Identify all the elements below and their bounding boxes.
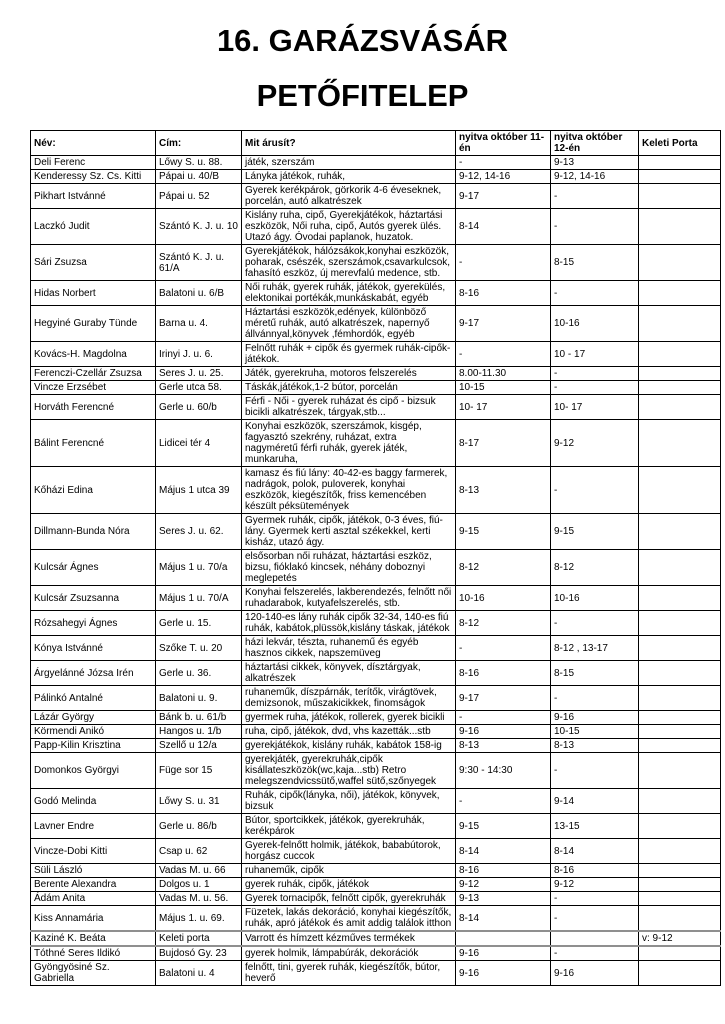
cell-keleti-porta <box>639 661 721 686</box>
cell-name: Lázár György <box>31 711 156 725</box>
cell-open-oct11: 8-17 <box>456 420 551 467</box>
table-row <box>31 946 721 961</box>
cell-open-oct11: - <box>456 342 551 367</box>
cell-address: Május 1 utca 39 <box>156 467 242 514</box>
cell-address: Gerle u. 86/b <box>156 814 242 839</box>
table-body <box>31 156 721 986</box>
cell-keleti-porta <box>639 636 721 661</box>
cell-open-oct12: 8-15 <box>551 661 639 686</box>
table-row <box>31 306 721 342</box>
cell-name: Körmendi Anikó <box>31 725 156 739</box>
cell-items: házi lekvár, tészta, ruhanemű és egyéb hasznos cikkek, napszemüveg <box>242 636 456 661</box>
cell-open-oct11: 8-14 <box>456 839 551 864</box>
cell-open-oct11: - <box>456 789 551 814</box>
cell-address: Irinyi J. u. 6. <box>156 342 242 367</box>
table-row <box>31 789 721 814</box>
table-row <box>31 864 721 878</box>
cell-open-oct12: 8-12 , 13-17 <box>551 636 639 661</box>
cell-open-oct12: 10-16 <box>551 586 639 611</box>
cell-items: ruha, cipő, játékok, dvd, vhs kazetták...stb <box>242 725 456 739</box>
cell-items: Ruhák, cipők(lányka, női), játékok, könyvek, bizsuk <box>242 789 456 814</box>
cell-name: Rózsahegyi Ágnes <box>31 611 156 636</box>
cell-open-oct11: 9-15 <box>456 514 551 550</box>
column-header-open-oct12: nyitva október 12-én <box>551 131 639 156</box>
cell-open-oct12: - <box>551 184 639 209</box>
cell-name: Hidas Norbert <box>31 281 156 306</box>
table-row <box>31 420 721 467</box>
cell-open-oct12: - <box>551 753 639 789</box>
cell-keleti-porta <box>639 892 721 906</box>
cell-open-oct11: - <box>456 636 551 661</box>
cell-items: 120-140-es lány ruhák cipők 32-34, 140-es fiú ruhák, kabátok,plüssök,kislány táskak, játékok <box>242 611 456 636</box>
cell-keleti-porta <box>639 753 721 789</box>
cell-name: Domonkos Györgyi <box>31 753 156 789</box>
cell-address: Füge sor 15 <box>156 753 242 789</box>
table-row <box>31 245 721 281</box>
cell-items: Konyhai eszközök, szerszámok, kisgép, fagyasztó szekrény, ruházat, extra nagyméretű férfi ruhák, gyerek játék, munkaruha, <box>242 420 456 467</box>
cell-name: Horváth Ferencné <box>31 395 156 420</box>
cell-open-oct11: 8-12 <box>456 550 551 586</box>
column-header-name: Név: <box>31 131 156 156</box>
table-row <box>31 739 721 753</box>
cell-address: Május 1 u. 70/a <box>156 550 242 586</box>
cell-open-oct12: 10 - 17 <box>551 342 639 367</box>
cell-open-oct12: - <box>551 686 639 711</box>
cell-keleti-porta <box>639 864 721 878</box>
cell-open-oct11: 9-17 <box>456 184 551 209</box>
cell-items: Gyerek kerékpárok, görkorik 4-6 éveseknek, porcelán, autó alkatrészek <box>242 184 456 209</box>
table-row <box>31 878 721 892</box>
cell-open-oct12: 10-16 <box>551 306 639 342</box>
cell-keleti-porta <box>639 711 721 725</box>
cell-address: Gerle u. 60/b <box>156 395 242 420</box>
table-row <box>31 611 721 636</box>
cell-open-oct11: 9-17 <box>456 686 551 711</box>
table-row <box>31 170 721 184</box>
cell-open-oct12: 8-12 <box>551 550 639 586</box>
cell-keleti-porta: v: 9-12 <box>639 931 721 946</box>
cell-address: Hangos u. 1/b <box>156 725 242 739</box>
table-header <box>31 131 721 156</box>
cell-items: Felnőtt ruhák + cipők és gyermek ruhák-cipők-játékok. <box>242 342 456 367</box>
cell-address: Keleti porta <box>156 931 242 946</box>
cell-name: Vincze-Dobi Kitti <box>31 839 156 864</box>
cell-open-oct11: 9-12 <box>456 878 551 892</box>
cell-address: Dolgos u. 1 <box>156 878 242 892</box>
cell-name: Laczkó Judit <box>31 209 156 245</box>
cell-open-oct11: 8-16 <box>456 661 551 686</box>
cell-keleti-porta <box>639 245 721 281</box>
cell-name: Godó Melinda <box>31 789 156 814</box>
cell-address: Gerle u. 15. <box>156 611 242 636</box>
cell-name: Ferenczi-Czellár Zsuzsa <box>31 367 156 381</box>
cell-items: játék, szerszám <box>242 156 456 170</box>
cell-name: Bálint Ferencné <box>31 420 156 467</box>
cell-name: Árgyelánné Józsa Irén <box>31 661 156 686</box>
cell-items: Füzetek, lakás dekoráció, konyhai kiegészítők, ruhák, apró játékok és amit addig találok itthon <box>242 906 456 932</box>
column-header-address: Cím: <box>156 131 242 156</box>
cell-open-oct11: 8-14 <box>456 906 551 932</box>
cell-items: gyerekjátékok, kislány ruhák, kabátok 158-ig <box>242 739 456 753</box>
column-header-items: Mit árusít? <box>242 131 456 156</box>
cell-name: Kulcsár Zsuzsanna <box>31 586 156 611</box>
cell-name: Lavner Endre <box>31 814 156 839</box>
table-row <box>31 961 721 986</box>
table-row <box>31 586 721 611</box>
cell-open-oct11: - <box>456 245 551 281</box>
table-row <box>31 725 721 739</box>
cell-open-oct11: 10-16 <box>456 586 551 611</box>
cell-open-oct12: 9-16 <box>551 711 639 725</box>
table-row <box>31 281 721 306</box>
table-row <box>31 892 721 906</box>
cell-name: Kiss Annamária <box>31 906 156 932</box>
cell-open-oct11: 9-17 <box>456 306 551 342</box>
cell-name: Berente Alexandra <box>31 878 156 892</box>
cell-address: Balatoni u. 6/B <box>156 281 242 306</box>
cell-address: Lőwy S. u. 31 <box>156 789 242 814</box>
table-row <box>31 636 721 661</box>
cell-open-oct12: - <box>551 906 639 932</box>
cell-open-oct12: 9-16 <box>551 961 639 986</box>
cell-items: gyerek ruhák, cipők, játékok <box>242 878 456 892</box>
cell-open-oct11: 9-15 <box>456 814 551 839</box>
table-row <box>31 342 721 367</box>
cell-open-oct11: 9-16 <box>456 725 551 739</box>
cell-open-oct12: 8-16 <box>551 864 639 878</box>
table-row <box>31 381 721 395</box>
cell-open-oct11: - <box>456 156 551 170</box>
page-title-line1: 16. GARÁZSVÁSÁR <box>216 23 509 58</box>
cell-items: Táskák,játékok,1-2 bútor, porcelán <box>242 381 456 395</box>
cell-open-oct11: 9-13 <box>456 892 551 906</box>
cell-keleti-porta <box>639 906 721 932</box>
cell-keleti-porta <box>639 209 721 245</box>
cell-open-oct11: 10- 17 <box>456 395 551 420</box>
cell-address: Pápai u. 40/B <box>156 170 242 184</box>
cell-name: Deli Ferenc <box>31 156 156 170</box>
cell-open-oct12: 9-14 <box>551 789 639 814</box>
cell-items: kamasz és fiú lány: 40-42-es baggy farmerek, nadrágok, polok, puloverek, konyhai eszközök, kiegészítők, friss kemencében készült péksütemények <box>242 467 456 514</box>
cell-address: Szőke T. u. 20 <box>156 636 242 661</box>
cell-open-oct12: 9-12, 14-16 <box>551 170 639 184</box>
cell-items: felnőtt, tini, gyerek ruhák, kiegészítők, bútor, heverő <box>242 961 456 986</box>
cell-keleti-porta <box>639 946 721 961</box>
cell-items: gyerek holmik, lámpabúrák, dekorációk <box>242 946 456 961</box>
table-row <box>31 367 721 381</box>
cell-items: ruhaneműk, cipők <box>242 864 456 878</box>
cell-address: Szántó K. J. u. 61/A <box>156 245 242 281</box>
cell-items: Gyermek ruhák, cipők, játékok, 0-3 éves, fiú-lány. Gyermek kerti asztal székekkel, kerti kisház, utazó ágy. <box>242 514 456 550</box>
table-row <box>31 550 721 586</box>
cell-keleti-porta <box>639 156 721 170</box>
table-row <box>31 906 721 932</box>
cell-name: Dillmann-Bunda Nóra <box>31 514 156 550</box>
cell-name: Tóthné Seres Ildikó <box>31 946 156 961</box>
cell-name: Kőházi Edina <box>31 467 156 514</box>
cell-address: Pápai u. 52 <box>156 184 242 209</box>
cell-items: Háztartási eszközök,edények, különböző méretű ruhák, autó alkatrészek, napernyő állvánnyal,könyvek ,fémhordók, egyéb <box>242 306 456 342</box>
cell-address: Gerle u. 36. <box>156 661 242 686</box>
cell-open-oct11: 8-14 <box>456 209 551 245</box>
cell-open-oct12: - <box>551 946 639 961</box>
table-row <box>31 661 721 686</box>
table-row <box>31 514 721 550</box>
cell-items: Játék, gyerekruha, motoros felszerelés <box>242 367 456 381</box>
cell-open-oct12: - <box>551 611 639 636</box>
cell-keleti-porta <box>639 170 721 184</box>
cell-keleti-porta <box>639 739 721 753</box>
cell-open-oct12: 9-12 <box>551 878 639 892</box>
cell-name: Kenderessy Sz. Cs. Kitti <box>31 170 156 184</box>
cell-open-oct11: 8.00-11.30 <box>456 367 551 381</box>
cell-open-oct12: - <box>551 367 639 381</box>
cell-address: Május 1 u. 70/A <box>156 586 242 611</box>
cell-open-oct11: - <box>456 711 551 725</box>
cell-keleti-porta <box>639 514 721 550</box>
cell-address: Vadas M. u. 56. <box>156 892 242 906</box>
cell-open-oct12: 10- 17 <box>551 395 639 420</box>
table-row <box>31 711 721 725</box>
cell-open-oct12: 9-15 <box>551 514 639 550</box>
cell-open-oct12: 13-15 <box>551 814 639 839</box>
cell-open-oct12: 8-14 <box>551 839 639 864</box>
cell-address: Csap u. 62 <box>156 839 242 864</box>
cell-open-oct12: - <box>551 281 639 306</box>
cell-keleti-porta <box>639 686 721 711</box>
cell-items: Kislány ruha, cipő, Gyerekjátékok, háztartási eszközök, Női ruha, cipő, Autós gyerek ülés. Utazó ágy. Óvodai paplanok, huzatok. <box>242 209 456 245</box>
cell-open-oct12: 8-13 <box>551 739 639 753</box>
table-row <box>31 467 721 514</box>
cell-keleti-porta <box>639 550 721 586</box>
page-title-line2: PETŐFITELEP <box>256 78 469 113</box>
cell-name: Kaziné K. Beáta <box>31 931 156 946</box>
cell-name: Kovács-H. Magdolna <box>31 342 156 367</box>
column-header-keleti-porta: Keleti Porta <box>639 131 721 156</box>
cell-open-oct11: 10-15 <box>456 381 551 395</box>
cell-items: Bútor, sportcikkek, játékok, gyerekruhák, kerékpárok <box>242 814 456 839</box>
cell-address: Szellő u 12/a <box>156 739 242 753</box>
cell-name: Kulcsár Ágnes <box>31 550 156 586</box>
cell-name: Ádám Anita <box>31 892 156 906</box>
cell-open-oct12 <box>551 931 639 946</box>
cell-keleti-porta <box>639 839 721 864</box>
cell-items: gyermek ruha, játékok, rollerek, gyerek bicikli <box>242 711 456 725</box>
cell-keleti-porta <box>639 381 721 395</box>
cell-items: ruhaneműk, díszpárnák, terítők, virágtövek, demizsonok, műszakicikkek, finomságok <box>242 686 456 711</box>
table-row <box>31 686 721 711</box>
cell-address: Lőwy S. u. 88. <box>156 156 242 170</box>
cell-address: Május 1. u. 69. <box>156 906 242 932</box>
cell-open-oct11: 9:30 - 14:30 <box>456 753 551 789</box>
cell-keleti-porta <box>639 342 721 367</box>
cell-items: Gyerekjátékok, hálózsákok,konyhai eszközök, poharak, csészék, szerszámok,csavarkulcsok, fahasító eszköz, új merevfalú medence, stb. <box>242 245 456 281</box>
cell-address: Barna u. 4. <box>156 306 242 342</box>
table-row <box>31 753 721 789</box>
cell-keleti-porta <box>639 281 721 306</box>
cell-open-oct11: 8-16 <box>456 864 551 878</box>
cell-name: Vincze Erzsébet <box>31 381 156 395</box>
table-row <box>31 931 721 946</box>
cell-open-oct11: 9-16 <box>456 961 551 986</box>
cell-keleti-porta <box>639 367 721 381</box>
cell-address: Seres J. u. 25. <box>156 367 242 381</box>
header-row <box>31 131 721 156</box>
cell-items: Konyhai felszerelés, lakberendezés, felnőtt női ruhadarabok, kutyafelszerelés, stb. <box>242 586 456 611</box>
cell-name: Pikhart Istvánné <box>31 184 156 209</box>
cell-name: Papp-Kilin Krisztina <box>31 739 156 753</box>
cell-open-oct12: - <box>551 381 639 395</box>
cell-address: Balatoni u. 9. <box>156 686 242 711</box>
garage-sale-table <box>30 130 721 986</box>
cell-open-oct11 <box>456 931 551 946</box>
cell-keleti-porta <box>639 878 721 892</box>
cell-name: Kónya Istvánné <box>31 636 156 661</box>
table-row <box>31 395 721 420</box>
cell-name: Pálinkó Antalné <box>31 686 156 711</box>
cell-address: Bánk b. u. 61/b <box>156 711 242 725</box>
cell-open-oct12: 9-12 <box>551 420 639 467</box>
cell-keleti-porta <box>639 725 721 739</box>
table-row <box>31 839 721 864</box>
cell-open-oct11: 8-12 <box>456 611 551 636</box>
cell-keleti-porta <box>639 611 721 636</box>
cell-items: Férfi - Női - gyerek ruházat és cipő - bizsuk bicikli alkatrészek, tárgyak,stb... <box>242 395 456 420</box>
cell-keleti-porta <box>639 184 721 209</box>
cell-keleti-porta <box>639 814 721 839</box>
cell-keleti-porta <box>639 961 721 986</box>
cell-keleti-porta <box>639 586 721 611</box>
cell-items: Gyerek tornacipők, felnőtt cipők, gyerekruhák <box>242 892 456 906</box>
cell-open-oct11: 8-13 <box>456 467 551 514</box>
cell-open-oct11: 9-16 <box>456 946 551 961</box>
cell-open-oct11: 8-16 <box>456 281 551 306</box>
cell-keleti-porta <box>639 467 721 514</box>
cell-open-oct12: 10-15 <box>551 725 639 739</box>
cell-address: Seres J. u. 62. <box>156 514 242 550</box>
table-row <box>31 156 721 170</box>
column-header-open-oct11: nyitva október 11-én <box>456 131 551 156</box>
cell-keleti-porta <box>639 395 721 420</box>
cell-items: Lányka játékok, ruhák, <box>242 170 456 184</box>
cell-open-oct12: 8-15 <box>551 245 639 281</box>
table-row <box>31 184 721 209</box>
cell-name: Süli László <box>31 864 156 878</box>
cell-open-oct12: 9-13 <box>551 156 639 170</box>
cell-open-oct12: - <box>551 467 639 514</box>
cell-address: Bujdosó Gy. 23 <box>156 946 242 961</box>
cell-keleti-porta <box>639 306 721 342</box>
cell-name: Hegyiné Guraby Tünde <box>31 306 156 342</box>
cell-items: Varrott és hímzett kézműves termékek <box>242 931 456 946</box>
cell-address: Balatoni u. 4 <box>156 961 242 986</box>
cell-open-oct12: - <box>551 209 639 245</box>
title-block <box>0 0 725 113</box>
table-row <box>31 209 721 245</box>
cell-items: gyerekjáték, gyerekruhák,cipők kisállateszközök(wc,kaja...stb) Retro melegszendvicssütő,waffel sütő,szőnyegek <box>242 753 456 789</box>
cell-items: háztartási cikkek, könyvek, dísztárgyak, alkatrészek <box>242 661 456 686</box>
cell-keleti-porta <box>639 420 721 467</box>
cell-name: Gyöngyösiné Sz. Gabriella <box>31 961 156 986</box>
cell-address: Lidicei tér 4 <box>156 420 242 467</box>
cell-address: Gerle utca 58. <box>156 381 242 395</box>
cell-open-oct11: 8-13 <box>456 739 551 753</box>
cell-items: elsősorban női ruházat, háztartási eszköz, bizsu, fióklakó kincsek, néhány doboznyi meglepetés <box>242 550 456 586</box>
cell-address: Szántó K. J. u. 10 <box>156 209 242 245</box>
cell-address: Vadas M. u. 66 <box>156 864 242 878</box>
cell-open-oct11: 9-12, 14-16 <box>456 170 551 184</box>
cell-keleti-porta <box>639 789 721 814</box>
cell-name: Sári Zsuzsa <box>31 245 156 281</box>
cell-open-oct12: - <box>551 892 639 906</box>
table-row <box>31 814 721 839</box>
cell-items: Női ruhák, gyerek ruhák, játékok, gyerekülés, elektonikai portékák,munkáskabát, egyéb <box>242 281 456 306</box>
cell-items: Gyerek-felnőtt holmik, játékok, bababútorok, horgász cuccok <box>242 839 456 864</box>
